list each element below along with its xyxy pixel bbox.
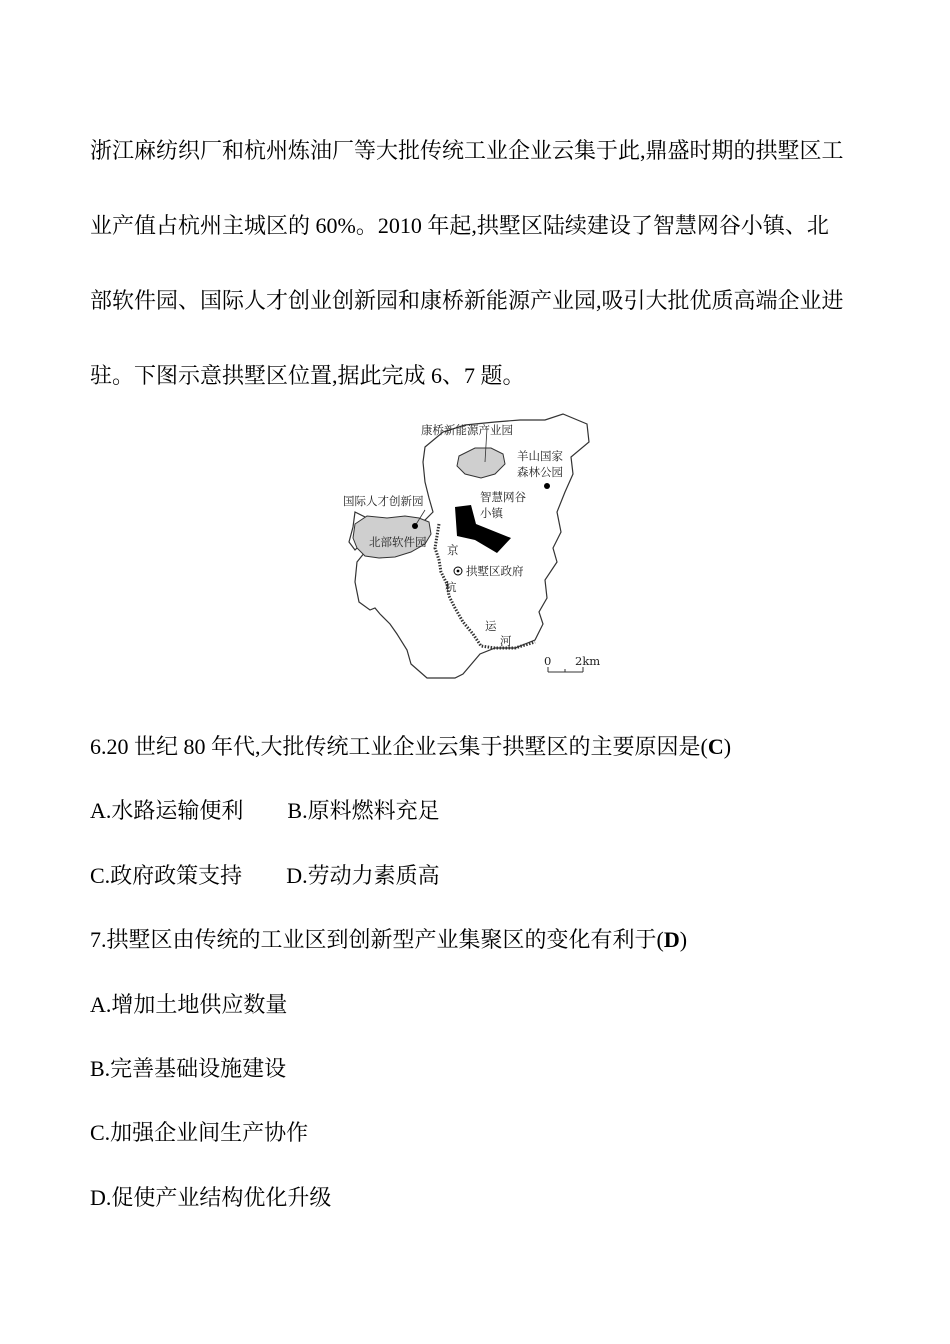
canal-label-yun: 运 — [485, 619, 497, 633]
government-label: 拱墅区政府 — [466, 564, 524, 578]
question-6-answer: C — [707, 734, 724, 759]
canal-label-he: 河 — [500, 634, 512, 648]
question-7-option-b[interactable]: B.完善基础设施建设 — [90, 1056, 287, 1081]
question-6-options-row-2 — [90, 861, 440, 891]
zhihui-label-2: 小镇 — [480, 506, 503, 520]
zhihui-label-1: 智慧网谷 — [480, 490, 526, 504]
question-6-stem — [90, 732, 731, 762]
beibu-label: 北部软件园 — [369, 535, 427, 549]
yangshan-point — [544, 483, 550, 489]
question-6-option-d[interactable]: D.劳动力素质高 — [286, 863, 440, 888]
question-6-close: ) — [723, 734, 732, 759]
passage-line-3: 部软件园、国际人才创业创新园和康桥新能源产业园,吸引大批优质高端企业进 — [90, 288, 844, 313]
passage-line-4: 驻。下图示意拱墅区位置,据此完成 6、7 题。 — [90, 363, 525, 388]
question-7-close: ) — [679, 927, 688, 952]
question-7-answer: D — [663, 927, 680, 952]
question-7-option-a[interactable]: A.增加土地供应数量 — [90, 992, 288, 1017]
passage-line-1: 浙江麻纺织厂和杭州炼油厂等大批传统工业企业云集于此,鼎盛时期的拱墅区工 — [90, 138, 844, 163]
gongshu-district-map — [335, 412, 605, 687]
question-6-option-a[interactable]: A.水路运输便利 — [90, 798, 244, 823]
talent-park-point — [412, 523, 418, 529]
scale-bar — [544, 654, 600, 672]
question-7-text: 7.拱墅区由传统的工业区到创新型产业集聚区的变化有利于( — [90, 927, 664, 952]
scale-label-0: 0 — [544, 654, 552, 668]
question-7-stem — [90, 925, 687, 955]
question-7-option-c[interactable]: C.加强企业间生产协作 — [90, 1120, 309, 1145]
yangshan-label-2: 森林公园 — [517, 465, 563, 479]
yangshan-label-1: 羊山国家 — [517, 449, 563, 463]
canal-label-jing: 京 — [447, 543, 459, 557]
question-6-option-c[interactable]: C.政府政策支持 — [90, 863, 243, 888]
question-6-option-b[interactable]: B.原料燃料充足 — [287, 798, 440, 823]
kangqiao-label: 康桥新能源产业园 — [421, 423, 513, 437]
question-7-option-d[interactable]: D.促使产业结构优化升级 — [90, 1185, 332, 1210]
question-6-text: 6.20 世纪 80 年代,大批传统工业企业云集于拱墅区的主要原因是( — [90, 734, 708, 759]
passage-line-2: 业产值占杭州主城区的 60%。2010 年起,拱墅区陆续建设了智慧网谷小镇、北 — [90, 213, 829, 238]
scale-label-2km: 2km — [575, 654, 601, 668]
question-6-options-row-1 — [90, 796, 440, 826]
talent-park-label: 国际人才创新园 — [343, 494, 424, 508]
canal-label-hang: 杭 — [445, 580, 457, 594]
